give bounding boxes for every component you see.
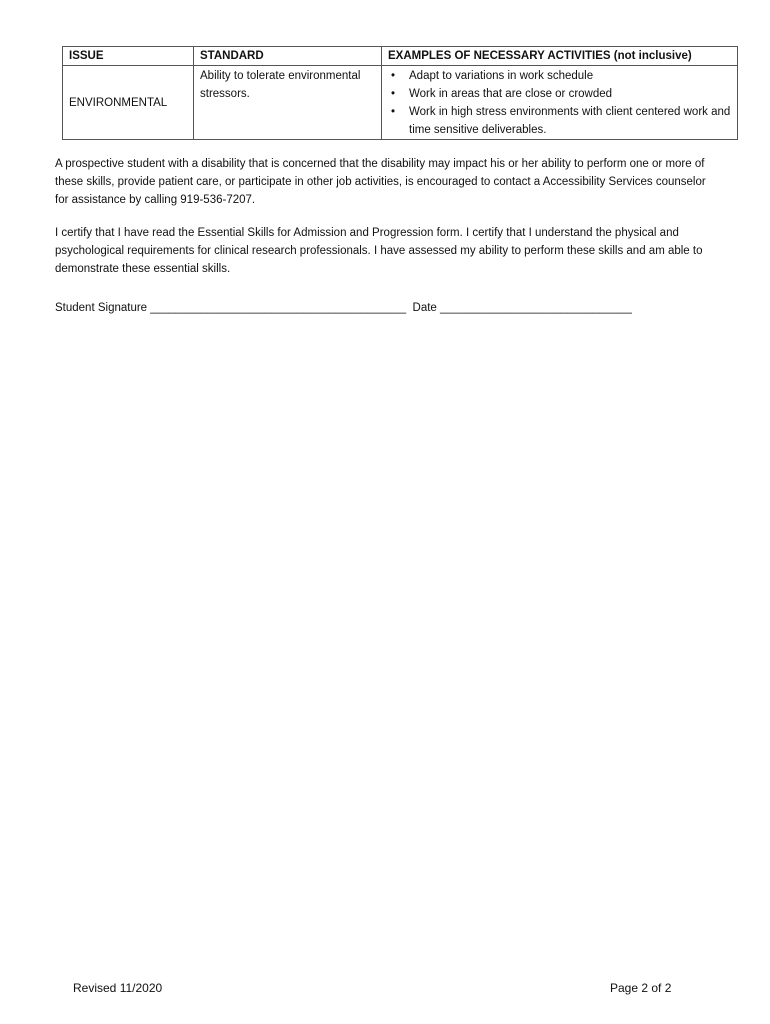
table-header-row (63, 47, 738, 66)
examples-list (388, 67, 731, 139)
certification-paragraph: I certify that I have read the Essential Skills for Admission and Progression form. I certify that I understand the physical and psychological requirements for clinical research professionals. I have assessed my ability to perform these skills and am able to demonstrate these essential skills. (55, 227, 703, 275)
date-field[interactable]: ______________________________ (440, 302, 632, 314)
list-item (388, 103, 731, 139)
table-row (63, 66, 738, 140)
list-item (388, 67, 731, 85)
example-text: Work in areas that are close or crowded (409, 88, 613, 100)
standard-cell: Ability to tolerate environmental stressors. (194, 66, 382, 140)
student-signature-label: Student Signature (55, 302, 148, 314)
header-examples: EXAMPLES OF NECESSARY ACTIVITIES (not inclusive) (382, 47, 738, 66)
student-signature-field[interactable]: ________________________________________ (150, 302, 407, 314)
issue-cell: ENVIRONMENTAL (63, 66, 194, 140)
page-number: Page 2 of 2 (610, 981, 672, 995)
header-issue: ISSUE (63, 47, 194, 66)
revision-date: Revised 11/2020 (73, 981, 163, 995)
date-label: Date (412, 302, 437, 314)
signature-line (55, 299, 632, 317)
accessibility-paragraph: A prospective student with a disability that is concerned that the disability may impact his or her ability to perform one or more of these skills, provide patient care, or participate in other job activities, is encouraged to contact a Accessibility Services counselor for assistance by calling 919-536-7207. (55, 158, 706, 206)
list-item (388, 85, 731, 103)
essential-skills-table (62, 46, 738, 140)
bullet-icon: • (391, 70, 396, 82)
bullet-icon: • (391, 88, 396, 100)
bullet-icon: • (391, 106, 396, 118)
example-text: Work in high stress environments with client centered work and time sensitive deliverables. (409, 106, 731, 136)
example-text: Adapt to variations in work schedule (409, 70, 594, 82)
examples-cell (382, 66, 738, 140)
header-standard: STANDARD (194, 47, 382, 66)
